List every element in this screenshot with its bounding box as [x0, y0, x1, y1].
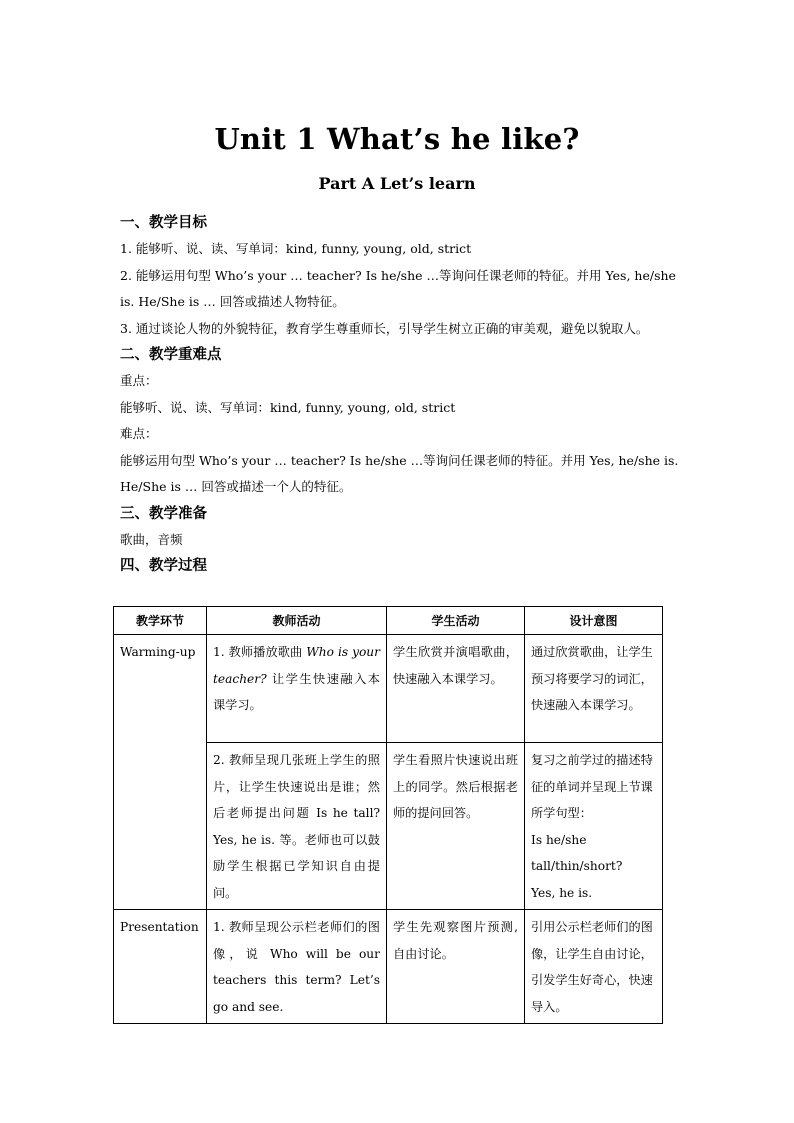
design-intent-cell: 引用公示栏老师们的图像，让学生自由讨论，引发学生好奇心，快速导入。 — [525, 910, 663, 1024]
difficult-point-label: 难点： — [120, 426, 158, 441]
teaching-process-table — [113, 606, 663, 1024]
table-header-row — [114, 607, 663, 635]
teacher-activity-cell: 1. 教师呈现公示栏老师们的图像，说 Who will be our teachers this term? Let’s go and see. — [207, 910, 387, 1024]
teacher-activity-cell: 2. 教师呈现几张班上学生的照片，让学生快速说出是谁；然后老师提出问题 Is he tall? Yes, he is. 等。老师也可以鼓励学生根据已学知识自由提问。 — [207, 743, 387, 910]
student-activity-cell: 学生先观察图片预测, 自由讨论。 — [387, 910, 525, 1024]
table-row — [114, 910, 663, 1024]
goal-item: 1. 能够听、说、读、写单词：kind, funny, young, old, strict — [120, 241, 472, 256]
stage-cell: Presentation — [114, 910, 207, 1024]
sentence-pattern-line: tall/thin/short? — [531, 859, 623, 873]
key-point-text: 能够听、说、读、写单词：kind, funny, young, old, strict — [120, 399, 456, 415]
teacher-activity-text: 让学生快速融入本课学习。 — [213, 671, 380, 712]
key-point-label: 重点： — [120, 373, 158, 388]
section-heading-preparation: 三、教学准备 — [120, 505, 207, 522]
goal-item: 2. 能够运用句型 Who’s your … teacher? Is he/she …等询问任课老师的特征。并用 Yes, he/she is. He/She is … 回答或描述人物特征。 — [120, 267, 676, 309]
document-subtitle: Part A Let’s learn — [318, 174, 476, 193]
teacher-activity-cell — [207, 635, 387, 743]
section-heading-key-points: 二、教学重难点 — [120, 347, 222, 363]
difficult-point-text: 能够运用句型 Who’s your … teacher? Is he/she …等询问任课老师的特征。并用 Yes, he/she is. He/She is … 回答或描述一个人的特征。 — [120, 452, 679, 494]
goal-item: 3. 通过谈论人物的外貌特征，教育学生尊重师长，引导学生树立正确的审美观，避免以貌取人。 — [120, 320, 649, 336]
column-header-design-intent: 设计意图 — [525, 607, 663, 635]
column-header-teacher-activity: 教师活动 — [207, 607, 387, 635]
column-header-student-activity: 学生活动 — [387, 607, 525, 635]
teacher-activity-text: 1. 教师播放歌曲 — [213, 645, 307, 659]
sentence-pattern-line: Yes, he is. — [531, 885, 593, 900]
column-header-stage: 教学环节 — [114, 607, 207, 635]
section-heading-goals: 一、教学目标 — [120, 215, 207, 231]
preparation-text: 歌曲，音频 — [120, 531, 183, 547]
section-heading-process: 四、教学过程 — [120, 558, 207, 574]
document-title: Unit 1 What’s he like? — [214, 122, 580, 156]
design-intent-cell: 通过欣赏歌曲，让学生预习将要学习的词汇，快速融入本课学习。 — [525, 635, 663, 743]
song-title: Who is your teacher? — [213, 645, 380, 686]
design-intent-cell — [525, 743, 663, 910]
design-intent-text: 复习之前学过的描述特征的单词并呈现上节课所学句型： — [531, 753, 653, 820]
sentence-pattern-line: Is he/she — [531, 832, 587, 847]
student-activity-cell: 学生欣赏并演唱歌曲，快速融入本课学习。 — [387, 635, 525, 743]
student-activity-cell: 学生看照片快速说出班上的同学。然后根据老师的提问回答。 — [387, 743, 525, 910]
document-body — [120, 210, 680, 579]
table-row — [114, 635, 663, 743]
stage-cell: Warming-up — [114, 635, 207, 910]
